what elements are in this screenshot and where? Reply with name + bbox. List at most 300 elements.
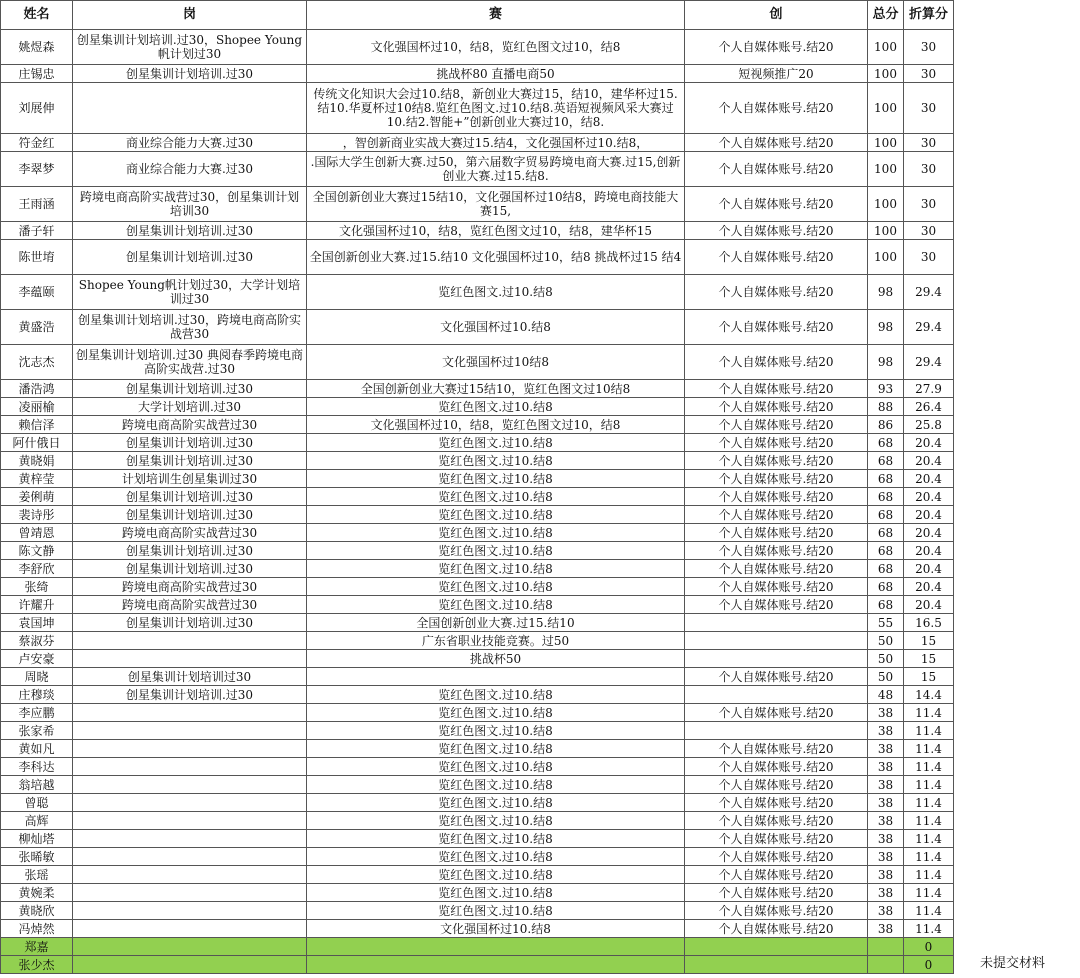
- cell-sai: 览红色图文.过10.结8: [307, 740, 685, 758]
- cell-gang: 跨境电商高阶实战营过30: [73, 578, 307, 596]
- cell-sai: 文化强国杯过10.结8: [307, 310, 685, 345]
- cell-sai: 览红色图文.过10.结8: [307, 524, 685, 542]
- cell-gang: 创星集训计划培训.过30: [73, 686, 307, 704]
- cell-converted: 11.4: [904, 794, 954, 812]
- cell-converted: 20.4: [904, 578, 954, 596]
- cell-name: 郑嘉: [1, 938, 73, 956]
- table-row: [1, 380, 954, 398]
- cell-chuang: 个人自媒体账号.结20: [685, 416, 868, 434]
- cell-gang: [73, 956, 307, 974]
- cell-total: 38: [868, 776, 904, 794]
- table-row: [1, 884, 954, 902]
- cell-converted: 20.4: [904, 488, 954, 506]
- cell-sai: 览红色图文.过10.结8: [307, 794, 685, 812]
- cell-total: 98: [868, 310, 904, 345]
- cell-chuang: 个人自媒体账号.结20: [685, 704, 868, 722]
- cell-converted: 11.4: [904, 866, 954, 884]
- cell-total: 100: [868, 83, 904, 134]
- cell-converted: 11.4: [904, 830, 954, 848]
- cell-name: 翁培越: [1, 776, 73, 794]
- cell-gang: [73, 830, 307, 848]
- cell-chuang: 个人自媒体账号.结20: [685, 152, 868, 187]
- cell-sai: 传统文化知识大会过10.结8，新创业大赛过15，结10，建华杯过15.结10.华夏杯过10结8.览红色图文.过10.结8.英语短视频风采大赛过10.结2.智能+”创新创业大赛过10，结8.: [307, 83, 685, 134]
- cell-gang: 商业综合能力大赛.过30: [73, 152, 307, 187]
- cell-chuang: [685, 938, 868, 956]
- cell-total: 38: [868, 920, 904, 938]
- cell-name: 赖信泽: [1, 416, 73, 434]
- cell-name: 黄如凡: [1, 740, 73, 758]
- cell-name: 沈志杰: [1, 345, 73, 380]
- cell-converted: 11.4: [904, 704, 954, 722]
- cell-gang: 创星集训计划培训.过30: [73, 542, 307, 560]
- table-row: [1, 470, 954, 488]
- cell-name: 庄穆琰: [1, 686, 73, 704]
- cell-name: 张晞敏: [1, 848, 73, 866]
- cell-name: 陈世堉: [1, 240, 73, 275]
- cell-sai: 览红色图文.过10.结8: [307, 686, 685, 704]
- table-row: [1, 152, 954, 187]
- cell-total: 68: [868, 596, 904, 614]
- cell-total: 38: [868, 794, 904, 812]
- cell-sai: 览红色图文.过10.结8: [307, 902, 685, 920]
- table-row: [1, 902, 954, 920]
- cell-name: 卢安豪: [1, 650, 73, 668]
- cell-sai: .国际大学生创新大赛.过50，第六届数字贸易跨境电商大赛.过15,创新创业大赛.过15.结8.: [307, 152, 685, 187]
- table-row: [1, 187, 954, 222]
- cell-total: 50: [868, 632, 904, 650]
- cell-sai: 挑战杯80 直播电商50: [307, 65, 685, 83]
- cell-gang: [73, 848, 307, 866]
- cell-chuang: 个人自媒体账号.结20: [685, 902, 868, 920]
- missing-row: [1, 938, 954, 956]
- cell-sai: 览红色图文.过10.结8: [307, 830, 685, 848]
- cell-gang: 跨境电商高阶实战营过30，创星集训计划培训30: [73, 187, 307, 222]
- table-row: [1, 30, 954, 65]
- cell-name: 张绮: [1, 578, 73, 596]
- cell-chuang: [685, 650, 868, 668]
- cell-name: 柳灿塔: [1, 830, 73, 848]
- cell-total: 100: [868, 240, 904, 275]
- cell-total: 100: [868, 65, 904, 83]
- cell-gang: [73, 812, 307, 830]
- cell-total: 38: [868, 848, 904, 866]
- cell-chuang: 个人自媒体账号.结20: [685, 187, 868, 222]
- cell-name: 王雨涵: [1, 187, 73, 222]
- cell-chuang: 个人自媒体账号.结20: [685, 452, 868, 470]
- cell-sai: 览红色图文.过10.结8: [307, 434, 685, 452]
- cell-converted: 20.4: [904, 560, 954, 578]
- cell-converted: 20.4: [904, 470, 954, 488]
- cell-gang: [73, 920, 307, 938]
- cell-chuang: 短视频推广20: [685, 65, 868, 83]
- cell-converted: 30: [904, 83, 954, 134]
- table-row: [1, 542, 954, 560]
- cell-converted: 0: [904, 956, 954, 974]
- table-row: [1, 65, 954, 83]
- cell-name: 潘浩鸿: [1, 380, 73, 398]
- cell-converted: 11.4: [904, 812, 954, 830]
- cell-chuang: 个人自媒体账号.结20: [685, 668, 868, 686]
- table-row: [1, 740, 954, 758]
- missing-row: [1, 956, 954, 974]
- cell-name: 陈文静: [1, 542, 73, 560]
- cell-chuang: 个人自媒体账号.结20: [685, 222, 868, 240]
- cell-total: 100: [868, 152, 904, 187]
- cell-sai: 文化强国杯过10，结8，览红色图文过10，结8: [307, 30, 685, 65]
- cell-name: 姚煜森: [1, 30, 73, 65]
- cell-total: 38: [868, 704, 904, 722]
- cell-total: 68: [868, 452, 904, 470]
- cell-name: 符金红: [1, 134, 73, 152]
- table-row: [1, 632, 954, 650]
- cell-chuang: 个人自媒体账号.结20: [685, 345, 868, 380]
- cell-name: 李科达: [1, 758, 73, 776]
- cell-chuang: 个人自媒体账号.结20: [685, 848, 868, 866]
- cell-converted: 20.4: [904, 452, 954, 470]
- cell-name: 许耀升: [1, 596, 73, 614]
- cell-sai: 全国创新创业大赛.过15.结10: [307, 614, 685, 632]
- cell-sai: 览红色图文.过10.结8: [307, 470, 685, 488]
- cell-total: 68: [868, 542, 904, 560]
- table-row: [1, 920, 954, 938]
- header-sai: 赛: [307, 1, 685, 30]
- table-row: [1, 506, 954, 524]
- cell-total: 68: [868, 470, 904, 488]
- header-row: [1, 1, 954, 30]
- cell-gang: [73, 704, 307, 722]
- cell-sai: 览红色图文.过10.结8: [307, 866, 685, 884]
- cell-sai: 文化强国杯过10.结8: [307, 920, 685, 938]
- cell-chuang: [685, 956, 868, 974]
- cell-name: 李应鹏: [1, 704, 73, 722]
- cell-converted: 20.4: [904, 542, 954, 560]
- cell-converted: 30: [904, 240, 954, 275]
- cell-total: 98: [868, 275, 904, 310]
- cell-chuang: 个人自媒体账号.结20: [685, 596, 868, 614]
- cell-name: 张少杰: [1, 956, 73, 974]
- cell-sai: 览红色图文.过10.结8: [307, 398, 685, 416]
- cell-total: 68: [868, 560, 904, 578]
- cell-name: 曾靖恩: [1, 524, 73, 542]
- cell-sai: 挑战杯50: [307, 650, 685, 668]
- cell-name: 张瑶: [1, 866, 73, 884]
- cell-converted: 20.4: [904, 506, 954, 524]
- cell-name: 裴诗彤: [1, 506, 73, 524]
- header-gang: 岗: [73, 1, 307, 30]
- cell-chuang: 个人自媒体账号.结20: [685, 310, 868, 345]
- cell-gang: [73, 632, 307, 650]
- table-row: [1, 668, 954, 686]
- cell-sai: 览红色图文.过10.结8: [307, 578, 685, 596]
- header-converted: 折算分: [904, 1, 954, 30]
- cell-converted: 15: [904, 632, 954, 650]
- cell-total: 38: [868, 740, 904, 758]
- cell-chuang: 个人自媒体账号.结20: [685, 740, 868, 758]
- table-row: [1, 488, 954, 506]
- cell-gang: [73, 722, 307, 740]
- cell-sai: 览红色图文.过10.结8: [307, 758, 685, 776]
- cell-total: [868, 956, 904, 974]
- cell-converted: 15: [904, 650, 954, 668]
- cell-total: 100: [868, 134, 904, 152]
- cell-chuang: 个人自媒体账号.结20: [685, 240, 868, 275]
- cell-total: 98: [868, 345, 904, 380]
- missing-materials-note: 未提交材料: [980, 956, 1046, 971]
- cell-name: 黄晓娟: [1, 452, 73, 470]
- cell-sai: 览红色图文.过10.结8: [307, 596, 685, 614]
- cell-chuang: 个人自媒体账号.结20: [685, 560, 868, 578]
- cell-chuang: 个人自媒体账号.结20: [685, 578, 868, 596]
- cell-gang: 创星集训计划培训.过30: [73, 452, 307, 470]
- table-row: [1, 524, 954, 542]
- cell-chuang: [685, 722, 868, 740]
- cell-gang: 创星集训计划培训.过30: [73, 65, 307, 83]
- cell-gang: [73, 884, 307, 902]
- cell-chuang: 个人自媒体账号.结20: [685, 398, 868, 416]
- table-row: [1, 275, 954, 310]
- table-row: [1, 758, 954, 776]
- table-row: [1, 614, 954, 632]
- cell-name: 姜俐萌: [1, 488, 73, 506]
- cell-gang: 创星集训计划培训.过30: [73, 222, 307, 240]
- cell-converted: 11.4: [904, 776, 954, 794]
- cell-gang: [73, 794, 307, 812]
- cell-chuang: 个人自媒体账号.结20: [685, 794, 868, 812]
- cell-gang: 商业综合能力大赛.过30: [73, 134, 307, 152]
- cell-sai: 览红色图文.过10.结8: [307, 275, 685, 310]
- cell-total: 50: [868, 668, 904, 686]
- cell-total: 100: [868, 30, 904, 65]
- cell-sai: 览红色图文.过10.结8: [307, 776, 685, 794]
- cell-name: 黄梓莹: [1, 470, 73, 488]
- cell-sai: 文化强国杯过10结8: [307, 345, 685, 380]
- cell-converted: 0: [904, 938, 954, 956]
- cell-gang: 创星集训计划培训.过30，跨境电商高阶实战营30: [73, 310, 307, 345]
- cell-total: 38: [868, 722, 904, 740]
- cell-sai: 览红色图文.过10.结8: [307, 848, 685, 866]
- cell-gang: [73, 938, 307, 956]
- cell-name: 张家希: [1, 722, 73, 740]
- cell-total: 38: [868, 758, 904, 776]
- cell-total: 68: [868, 488, 904, 506]
- cell-chuang: 个人自媒体账号.结20: [685, 542, 868, 560]
- cell-converted: 11.4: [904, 884, 954, 902]
- cell-sai: 览红色图文.过10.结8: [307, 884, 685, 902]
- cell-gang: 跨境电商高阶实战营过30: [73, 524, 307, 542]
- cell-total: 100: [868, 187, 904, 222]
- cell-chuang: 个人自媒体账号.结20: [685, 434, 868, 452]
- table-row: [1, 686, 954, 704]
- cell-chuang: 个人自媒体账号.结20: [685, 884, 868, 902]
- table-row: [1, 134, 954, 152]
- cell-gang: [73, 758, 307, 776]
- table-row: [1, 560, 954, 578]
- cell-total: 50: [868, 650, 904, 668]
- table-row: [1, 83, 954, 134]
- cell-gang: [73, 740, 307, 758]
- table-row: [1, 398, 954, 416]
- table-row: [1, 416, 954, 434]
- cell-converted: 26.4: [904, 398, 954, 416]
- cell-gang: [73, 902, 307, 920]
- cell-chuang: 个人自媒体账号.结20: [685, 470, 868, 488]
- cell-name: 刘展伸: [1, 83, 73, 134]
- cell-chuang: 个人自媒体账号.结20: [685, 920, 868, 938]
- cell-converted: 30: [904, 134, 954, 152]
- cell-converted: 30: [904, 30, 954, 65]
- cell-total: 55: [868, 614, 904, 632]
- cell-name: 李舒欣: [1, 560, 73, 578]
- cell-total: 38: [868, 902, 904, 920]
- cell-gang: 计划培训生创星集训过30: [73, 470, 307, 488]
- cell-sai: 览红色图文.过10.结8: [307, 452, 685, 470]
- table-row: [1, 848, 954, 866]
- cell-sai: 览红色图文.过10.结8: [307, 560, 685, 578]
- cell-converted: 30: [904, 222, 954, 240]
- cell-sai: [307, 668, 685, 686]
- cell-converted: 11.4: [904, 740, 954, 758]
- cell-gang: [73, 866, 307, 884]
- cell-name: 蔡淑芬: [1, 632, 73, 650]
- cell-chuang: 个人自媒体账号.结20: [685, 506, 868, 524]
- cell-chuang: 个人自媒体账号.结20: [685, 380, 868, 398]
- cell-gang: 创星集训计划培训.过30 典阅春季跨境电商高阶实战营.过30: [73, 345, 307, 380]
- cell-gang: 创星集训计划培训过30: [73, 668, 307, 686]
- cell-chuang: 个人自媒体账号.结20: [685, 758, 868, 776]
- table-body: [1, 30, 954, 974]
- table-row: [1, 596, 954, 614]
- header-chuang: 创: [685, 1, 868, 30]
- cell-converted: 27.9: [904, 380, 954, 398]
- table-row: [1, 310, 954, 345]
- cell-converted: 20.4: [904, 434, 954, 452]
- table-row: [1, 222, 954, 240]
- cell-gang: 创星集训计划培训.过30: [73, 614, 307, 632]
- cell-converted: 11.4: [904, 722, 954, 740]
- cell-name: 高辉: [1, 812, 73, 830]
- cell-chuang: 个人自媒体账号.结20: [685, 83, 868, 134]
- cell-converted: 29.4: [904, 275, 954, 310]
- table-row: [1, 830, 954, 848]
- table-row: [1, 866, 954, 884]
- cell-converted: 30: [904, 65, 954, 83]
- cell-sai: 全国创新创业大赛过15结10，览红色图文过10结8: [307, 380, 685, 398]
- cell-name: 袁国坤: [1, 614, 73, 632]
- cell-gang: 跨境电商高阶实战营过30: [73, 596, 307, 614]
- cell-total: 38: [868, 866, 904, 884]
- cell-total: 68: [868, 434, 904, 452]
- cell-total: 38: [868, 830, 904, 848]
- cell-converted: 11.4: [904, 848, 954, 866]
- cell-gang: 大学计划培训.过30: [73, 398, 307, 416]
- cell-gang: Shopee Young帆计划过30，大学计划培训过30: [73, 275, 307, 310]
- table-row: [1, 812, 954, 830]
- cell-name: 阿什俄日: [1, 434, 73, 452]
- cell-total: 38: [868, 812, 904, 830]
- table-row: [1, 776, 954, 794]
- cell-total: 100: [868, 222, 904, 240]
- cell-converted: 20.4: [904, 524, 954, 542]
- cell-sai: 文化强国杯过10，结8，览红色图文过10，结8，建华杯15: [307, 222, 685, 240]
- cell-total: 68: [868, 524, 904, 542]
- cell-converted: 11.4: [904, 758, 954, 776]
- cell-total: 38: [868, 884, 904, 902]
- header-total: 总分: [868, 1, 904, 30]
- table-row: [1, 578, 954, 596]
- cell-gang: [73, 776, 307, 794]
- table-row: [1, 722, 954, 740]
- cell-converted: 15: [904, 668, 954, 686]
- cell-sai: 览红色图文.过10.结8: [307, 488, 685, 506]
- cell-total: 93: [868, 380, 904, 398]
- cell-name: 凌丽榆: [1, 398, 73, 416]
- cell-chuang: 个人自媒体账号.结20: [685, 275, 868, 310]
- cell-converted: 20.4: [904, 596, 954, 614]
- table-row: [1, 704, 954, 722]
- cell-name: 庄锡忠: [1, 65, 73, 83]
- cell-chuang: 个人自媒体账号.结20: [685, 134, 868, 152]
- cell-gang: 创星集训计划培训.过30: [73, 506, 307, 524]
- table-row: [1, 452, 954, 470]
- cell-sai: ，智创新商业实战大赛过15.结4，文化强国杯过10.结8，: [307, 134, 685, 152]
- cell-chuang: [685, 632, 868, 650]
- cell-sai: 览红色图文.过10.结8: [307, 722, 685, 740]
- table-row: [1, 434, 954, 452]
- cell-chuang: 个人自媒体账号.结20: [685, 30, 868, 65]
- cell-total: [868, 938, 904, 956]
- cell-gang: 创星集训计划培训.过30: [73, 434, 307, 452]
- cell-name: 潘子轩: [1, 222, 73, 240]
- cell-chuang: 个人自媒体账号.结20: [685, 830, 868, 848]
- cell-total: 88: [868, 398, 904, 416]
- cell-converted: 16.5: [904, 614, 954, 632]
- cell-chuang: 个人自媒体账号.结20: [685, 812, 868, 830]
- cell-name: 冯焯然: [1, 920, 73, 938]
- cell-gang: 创星集训计划培训.过30: [73, 560, 307, 578]
- cell-name: 周晓: [1, 668, 73, 686]
- header-name: 姓名: [1, 1, 73, 30]
- cell-chuang: 个人自媒体账号.结20: [685, 776, 868, 794]
- cell-chuang: [685, 686, 868, 704]
- cell-chuang: [685, 614, 868, 632]
- cell-name: 黄盛浩: [1, 310, 73, 345]
- cell-gang: 创星集训计划培训.过30: [73, 380, 307, 398]
- cell-chuang: 个人自媒体账号.结20: [685, 866, 868, 884]
- table-row: [1, 345, 954, 380]
- table-row: [1, 650, 954, 668]
- cell-total: 68: [868, 506, 904, 524]
- cell-chuang: 个人自媒体账号.结20: [685, 524, 868, 542]
- cell-sai: 览红色图文.过10.结8: [307, 812, 685, 830]
- cell-chuang: 个人自媒体账号.结20: [685, 488, 868, 506]
- cell-converted: 14.4: [904, 686, 954, 704]
- cell-sai: 全国创新创业大赛过15结10，文化强国杯过10结8，跨境电商技能大赛15,: [307, 187, 685, 222]
- cell-name: 李蕴颐: [1, 275, 73, 310]
- table-row: [1, 794, 954, 812]
- cell-converted: 11.4: [904, 920, 954, 938]
- cell-gang: 创星集训计划培训.过30: [73, 240, 307, 275]
- cell-sai: 览红色图文.过10.结8: [307, 506, 685, 524]
- cell-sai: 全国创新创业大赛.过15.结10 文化强国杯过10，结8 挑战杯过15 结4: [307, 240, 685, 275]
- cell-converted: 25.8: [904, 416, 954, 434]
- cell-converted: 11.4: [904, 902, 954, 920]
- cell-gang: [73, 83, 307, 134]
- cell-name: 曾聪: [1, 794, 73, 812]
- cell-gang: 创星集训计划培训.过30: [73, 488, 307, 506]
- cell-sai: 文化强国杯过10，结8，览红色图文过10，结8: [307, 416, 685, 434]
- cell-sai: 广东省职业技能竞赛。过50: [307, 632, 685, 650]
- cell-converted: 30: [904, 187, 954, 222]
